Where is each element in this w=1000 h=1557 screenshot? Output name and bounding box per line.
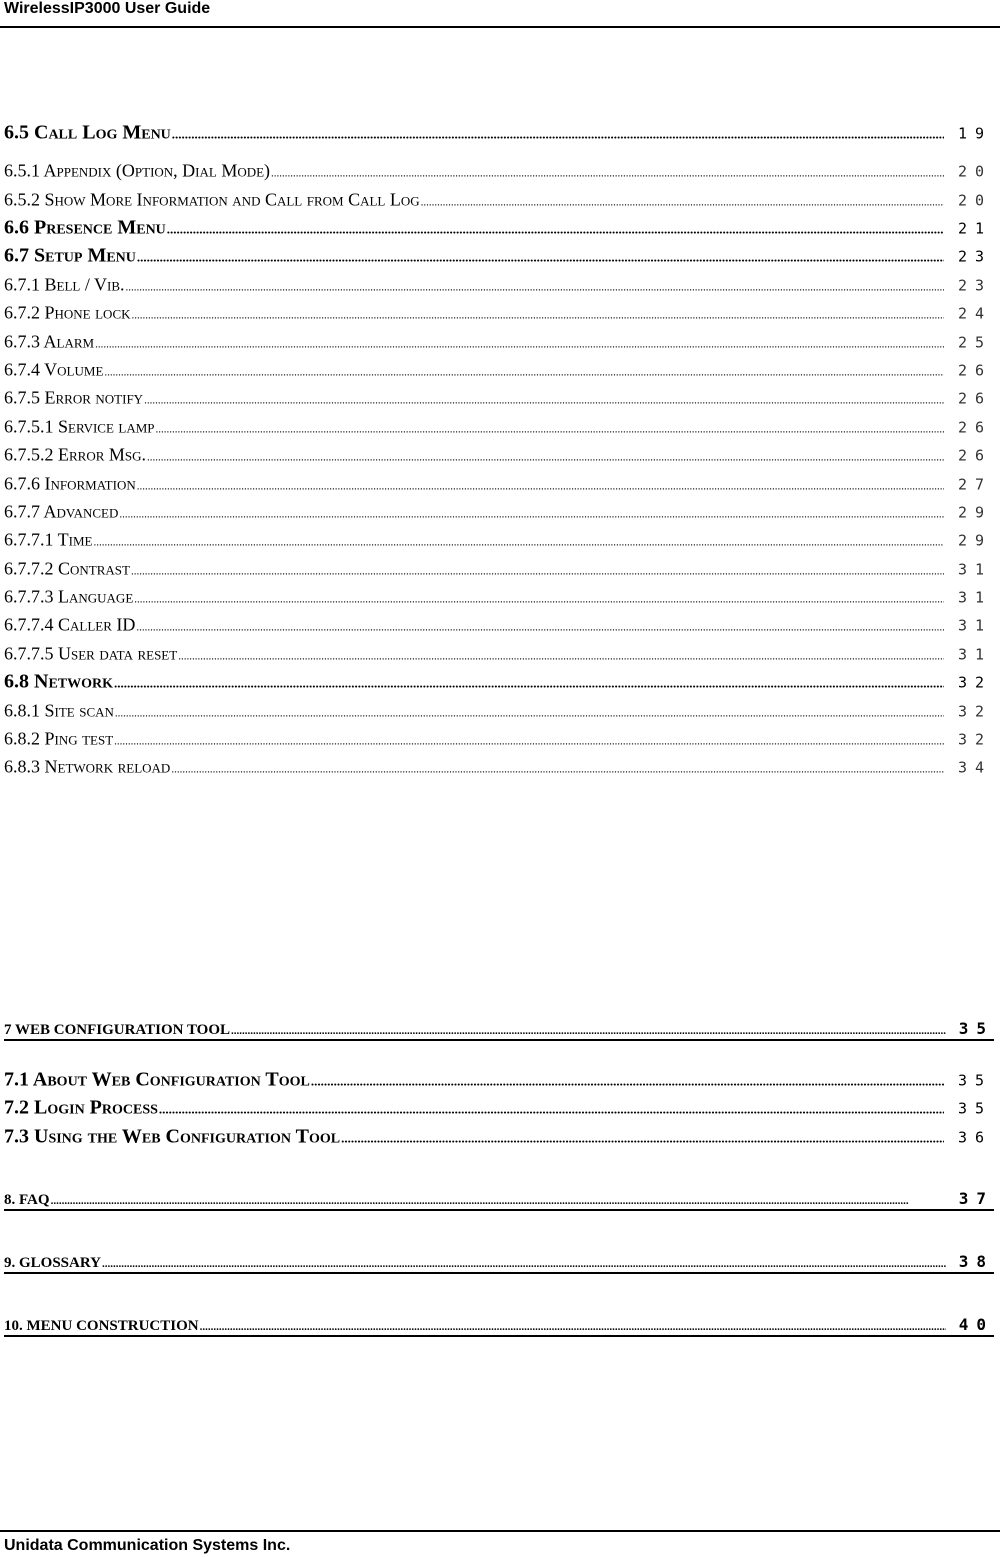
toc-entry-label[interactable]: 6.8 Network [4,670,114,693]
toc-entry-page[interactable]: 26 [957,418,992,437]
toc-leader-dots [171,764,944,776]
toc-leader-dots [115,708,944,720]
toc-entry[interactable] [4,757,992,778]
toc-entry-label[interactable]: 6.7.2 Phone lock [4,302,131,323]
toc-entry[interactable] [4,1069,992,1092]
toc-entry-page[interactable]: 34 [957,758,992,777]
toc-entry-label[interactable]: 6.7.6 Information [4,473,136,494]
toc-entry-page[interactable]: 27 [957,475,992,494]
toc-entry-label[interactable]: 6.7.1 Bell / Vib. [4,274,125,295]
toc-leader-dots [134,594,944,606]
toc-leader-dots [51,1195,946,1207]
toc-entry-page[interactable]: 38 [958,1252,994,1271]
toc-entry-label[interactable]: 6.7.5 Error notify [4,387,144,408]
toc-entry-page[interactable]: 35 [957,1071,992,1090]
toc-entry-label[interactable]: 6.8.2 Ping test [4,728,114,749]
toc-entry-page[interactable]: 32 [957,730,992,749]
toc-entry-page[interactable]: 23 [957,276,992,295]
toc-entry[interactable] [4,530,992,551]
toc-entry-label[interactable]: 7.2 Login Process [4,1096,158,1119]
toc-entry-page[interactable]: 31 [957,588,992,607]
toc-leader-dots [132,310,944,322]
toc-entry-page[interactable]: 26 [957,446,992,465]
toc-entry-page[interactable]: 23 [957,247,992,266]
toc-entry[interactable] [4,161,992,182]
toc-entry-page[interactable]: 32 [957,673,992,692]
toc-entry-label[interactable]: 6.5 Call Log Menu [4,121,171,144]
toc-leader-dots [114,676,944,692]
toc-entry-label[interactable]: 6.7.5.2 Error Msg. [4,444,147,465]
toc-entry[interactable] [4,671,992,694]
toc-entry-label[interactable]: 6.7.7.3 Language [4,586,134,607]
toc-entry-page[interactable]: 35 [957,1099,992,1118]
toc-entry-page[interactable]: 29 [957,503,992,522]
toc-leader-dots [144,395,944,407]
toc-entry[interactable] [4,190,992,211]
toc-leader-dots [156,424,944,436]
toc-entry-page[interactable]: 20 [957,162,992,181]
toc-leader-dots [172,127,944,143]
toc-entry[interactable] [4,587,992,608]
toc-entry-label[interactable]: 7.1 About Web Configuration Tool [4,1068,310,1091]
toc-leader-dots [114,736,944,748]
toc-entry[interactable] [4,303,992,324]
toc-leader-dots [341,1131,944,1147]
toc-entry[interactable] [4,1126,992,1149]
toc-entry-page[interactable]: 31 [957,560,992,579]
toc-entry-label[interactable]: 6.7.7.4 Caller ID [4,614,136,635]
toc-entry-label[interactable]: 6.6 Presence Menu [4,216,166,239]
toc-entry-page[interactable]: 40 [958,1315,994,1334]
toc-entry-page[interactable]: 29 [957,531,992,550]
toc-leader-dots [200,1321,946,1333]
toc-entry[interactable] [4,1252,994,1274]
toc-entry-label[interactable]: 7 WEB CONFIGURATION TOOL [4,1022,231,1038]
toc-entry-label[interactable]: 6.7.7.2 Contrast [4,558,130,579]
toc-entry[interactable] [4,122,992,145]
toc-entry[interactable] [4,1315,994,1337]
toc-leader-dots [95,339,944,351]
toc-entry[interactable] [4,644,992,665]
toc-entry-page[interactable]: 31 [957,645,992,664]
toc-leader-dots [159,1102,944,1118]
toc-entry-label[interactable]: 6.5.1 Appendix (Option, Dial Mode) [4,160,271,181]
toc-leader-dots [147,452,944,464]
toc-entry-page[interactable]: 25 [957,333,992,352]
toc-entry[interactable] [4,332,992,353]
document-header-title: WirelessIP3000 User Guide [4,0,211,17]
toc-entry-page[interactable]: 19 [957,124,992,143]
toc-leader-dots [421,197,944,209]
toc-entry[interactable] [4,1019,994,1041]
toc-entry[interactable] [4,245,992,268]
toc-entry[interactable] [4,217,992,240]
toc-entry-label[interactable]: 6.7.7.5 User data reset [4,643,178,664]
toc-entry-label[interactable]: 9. GLOSSARY [4,1255,101,1271]
toc-leader-dots [178,651,944,663]
toc-entry-page[interactable]: 35 [958,1019,994,1038]
toc-leader-dots [102,1258,946,1270]
toc-leader-dots [126,282,944,294]
toc-leader-dots [131,566,944,578]
toc-entry[interactable] [4,729,992,750]
toc-leader-dots [231,1025,946,1037]
toc-entry-label[interactable]: 6.7 Setup Menu [4,244,136,267]
toc-entry-page[interactable]: 26 [957,389,992,408]
toc-entry[interactable] [4,1097,992,1120]
toc-entry-label[interactable]: 6.7.7.1 Time [4,529,93,550]
toc-leader-dots [167,222,944,238]
toc-entry-page[interactable]: 32 [957,702,992,721]
toc-entry-page[interactable]: 21 [957,219,992,238]
toc-leader-dots [119,509,944,521]
toc-leader-dots [94,537,945,549]
toc-entry[interactable] [4,559,992,580]
toc-leader-dots [137,481,944,493]
toc-entry-page[interactable]: 37 [958,1189,994,1208]
toc-leader-dots [311,1074,944,1090]
toc-leader-dots [136,622,944,634]
toc-entry[interactable] [4,388,992,409]
toc-entry[interactable] [4,360,992,381]
toc-entry[interactable] [4,275,992,296]
toc-entry-label[interactable]: 6.7.3 Alarm [4,331,95,352]
toc-entry-label[interactable]: 8. FAQ [4,1192,50,1208]
toc-leader-dots [104,367,944,379]
toc-entry[interactable] [4,417,992,438]
toc-entry-label[interactable]: 6.7.5.1 Service lamp [4,416,155,437]
toc-entry-label[interactable]: 6.5.2 Show More Information and Call from Call Log [4,189,420,210]
toc-entry-label[interactable]: 6.7.4 Volume [4,359,104,380]
toc-entry-page[interactable]: 31 [957,616,992,635]
toc-entry-label[interactable]: 6.7.7 Advanced [4,501,119,522]
toc-entry[interactable] [4,701,992,722]
toc-entry-label[interactable]: 7.3 Using the Web Configuration Tool [4,1125,341,1148]
toc-entry-page[interactable]: 36 [957,1128,992,1147]
toc-entry-label[interactable]: 6.8.3 Network reload [4,756,171,777]
toc-leader-dots [271,168,944,180]
toc-entry-label[interactable]: 6.8.1 Site scan [4,700,114,721]
toc-leader-dots [137,250,944,266]
toc-entry[interactable] [4,1189,994,1211]
document-footer-company: Unidata Communication Systems Inc. [4,1537,291,1554]
toc-entry[interactable] [4,474,992,495]
header-rule [0,26,1000,28]
toc-entry-label[interactable]: 10. MENU CONSTRUCTION [4,1318,199,1334]
toc-entry-page[interactable]: 26 [957,361,992,380]
footer-rule [0,1530,1000,1532]
toc-entry-page[interactable]: 24 [957,304,992,323]
toc-entry[interactable] [4,615,992,636]
toc-entry[interactable] [4,502,992,523]
toc-entry[interactable] [4,445,992,466]
toc-entry-page[interactable]: 20 [957,191,992,210]
